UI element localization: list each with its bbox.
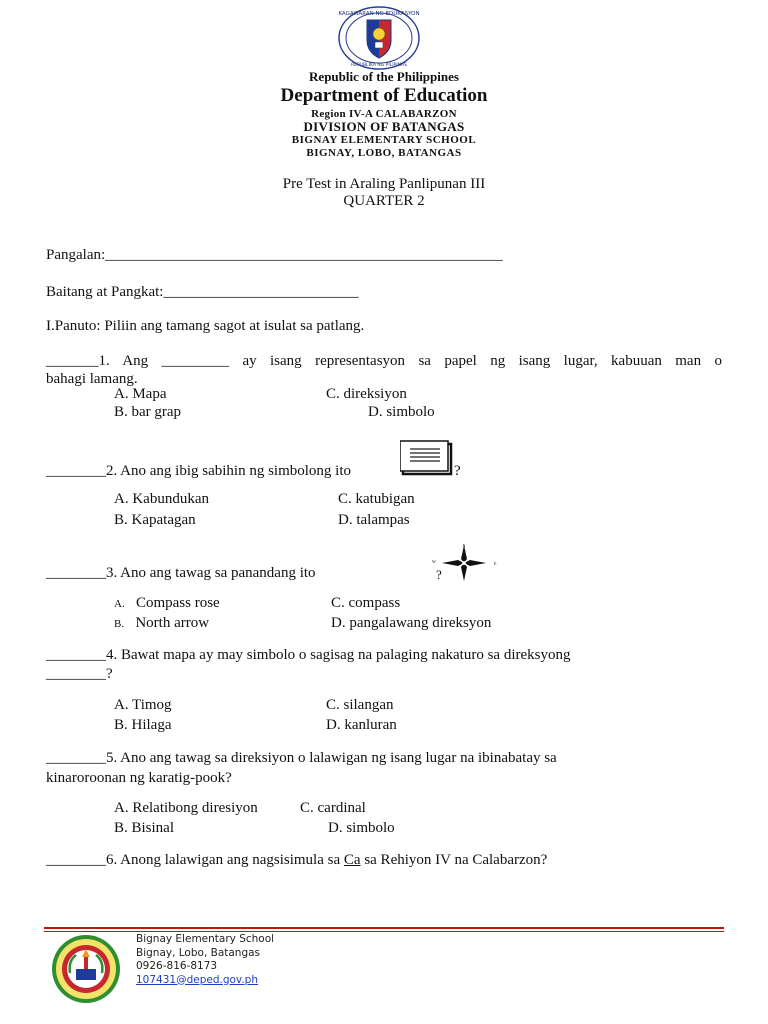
question-6-pre: ________6. Anong lalawigan ang nagsisimula sa [46,852,344,868]
question-2-suffix: ? [454,463,461,479]
question-6-post: sa Rehiyon IV na Calabarzon? [360,852,548,868]
footer-email-link[interactable]: 107431@deped.gov.ph [136,973,258,986]
address-line: BIGNAY, LOBO, BATANGAS [306,147,462,159]
grade-section-field[interactable] [46,283,358,301]
footer-address: Bignay, Lobo, Batangas [136,946,261,959]
q4-option-a: A. Timog [114,697,172,713]
q3-option-b-text: North arrow [135,615,210,631]
q5-option-a: A. Relatibong diresiyon [114,800,258,816]
footer-phone: 0926-816-8173 [136,960,218,972]
q2-option-d: D. talampas [338,512,410,528]
q2-option-a: A. Kabundukan [114,491,209,507]
q3-option-d: D. pangalawang direksyon [331,615,492,631]
division-line: DIVISION OF BATANGAS [303,119,465,134]
department-title: Department of Education [280,85,488,106]
name-line: _____________________________________________________ [105,247,503,263]
q4-option-d: D. kanluran [326,717,397,733]
question-1-text: _______1. Ang _________ ay isang representasyon sa papel ng isang lugar, kabuuan man o [46,353,722,369]
test-title: Pre Test in Araling Panlipunan III [282,176,486,192]
question-1-text-cont: bahagi lamang. [46,371,138,387]
svg-text:KAGAWARAN NG EDUKASYON: KAGAWARAN NG EDUKASYON [338,11,420,17]
q3-option-b-letter: B. [114,618,125,630]
question-5-text-cont: kinaroroonan ng karatig-pook? [46,770,232,786]
footer-school-name: Bignay Elementary School [136,933,275,945]
instructions: I.Panuto: Piliin ang tamang sagot at isulat sa patlang. [46,318,365,334]
question-4-text: ________4. Bawat mapa ay may simbolo o sagisag na palaging nakaturo sa direksyong [46,647,571,663]
name-label: Pangalan: [46,247,106,263]
q2-option-c: C. katubigan [338,491,415,507]
q1-option-a: A. Mapa [114,386,167,402]
name-field[interactable] [46,246,503,264]
grade-line: __________________________ [163,284,359,300]
q5-option-c: C. cardinal [300,800,366,816]
question-6-text [46,851,547,869]
svg-text:W: W [432,559,436,564]
question-2-text: ________2. Ano ang ibig sabihin ng simbolong ito [46,463,352,479]
compass-question-mark: ? [436,567,442,582]
question-5-text: ________5. Ano ang tawag sa direksiyon o lalawigan ng isang lugar na ibinabatay sa [46,750,557,766]
footer-contact [136,933,274,987]
q5-option-d: D. simbolo [328,820,395,836]
svg-text:E: E [494,561,497,566]
q1-option-d: D. simbolo [368,404,435,420]
q3-option-a-text: Compass rose [135,595,220,611]
school-seal [50,933,122,1005]
q1-option-c: C. direksiyon [326,386,407,402]
q3-option-b [114,615,209,632]
test-quarter: QUARTER 2 [343,193,425,209]
region-line: Region IV-A CALABARZON [311,108,457,120]
republic-line: Republic of the Philippines [309,69,459,84]
q4-option-c: C. silangan [326,697,394,713]
question-4-text-cont: ________? [46,666,113,682]
q1-option-b: B. bar grap [114,404,182,420]
q3-option-a [114,595,220,612]
footer-rule-thin [44,931,724,932]
deped-seal [337,6,421,70]
question-6-underlined: Ca [343,852,361,868]
school-line: BIGNAY ELEMENTARY SCHOOL [291,134,477,146]
q4-option-b: B. Hilaga [114,717,172,733]
q3-option-c: C. compass [331,595,401,611]
q3-option-a-letter: A. [114,598,125,610]
q5-option-b: B. Bisinal [114,820,175,836]
svg-text:N: N [462,543,466,548]
footer-rule [44,927,724,929]
grade-label: Baitang at Pangkat: [46,284,164,300]
water-symbol-icon [400,440,454,476]
question-3-text: ________3. Ano ang tawag sa panandang ito [46,565,316,581]
q2-option-b: B. Kapatagan [114,512,196,528]
svg-text:REPUBLIKA NG PILIPINAS: REPUBLIKA NG PILIPINAS [351,63,407,68]
